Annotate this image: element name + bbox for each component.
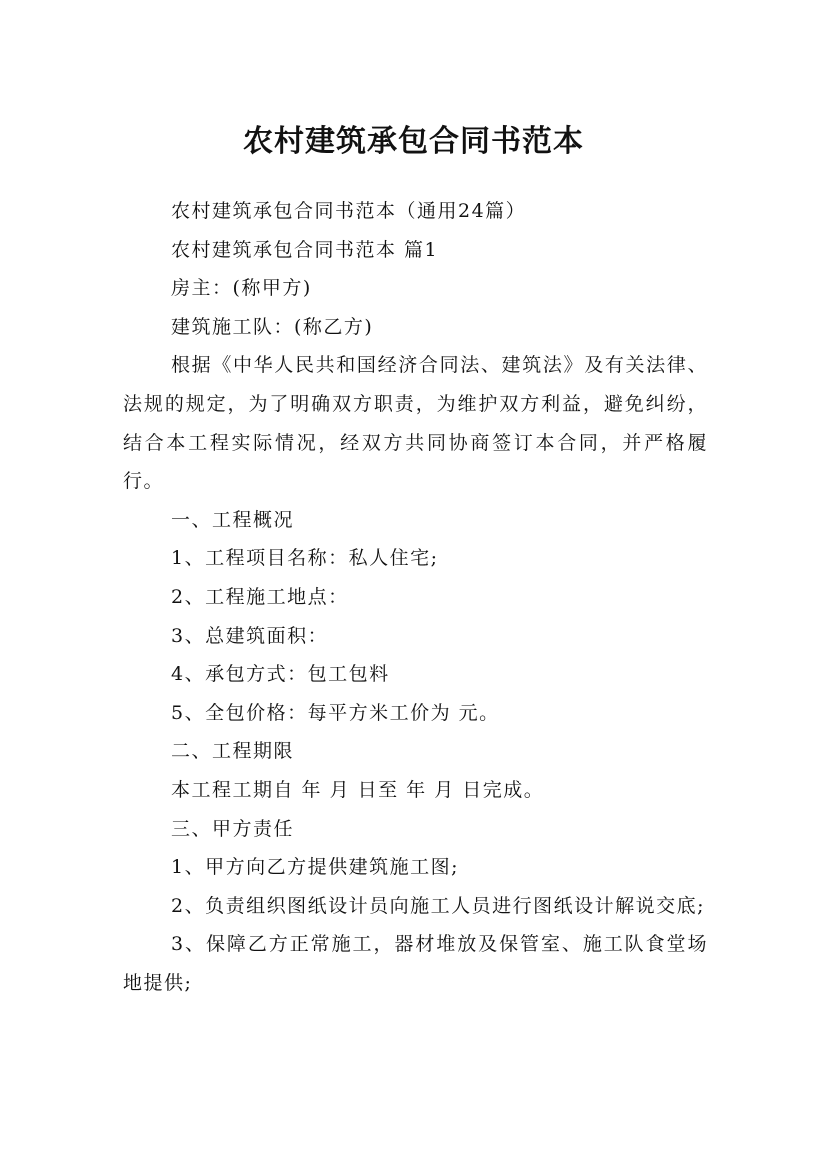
- paragraph: 2、负责组织图纸设计员向施工人员进行图纸设计解说交底;: [171, 894, 705, 917]
- paragraph: 本工程工期自 年 月 日至 年 月 日完成。: [171, 778, 545, 801]
- paragraph: 二、工程期限: [171, 740, 295, 763]
- paragraph: 4、承包方式：包工包料: [171, 663, 390, 686]
- paragraph: 三、甲方责任: [171, 817, 295, 840]
- paragraph: 3、保障乙方正常施工，器材堆放及保管室、施工队食堂场地提供;: [123, 933, 708, 994]
- paragraph: 农村建筑承包合同书范本（通用24篇）: [171, 200, 527, 222]
- paragraph: 农村建筑承包合同书范本 篇1: [171, 238, 439, 261]
- document-title: 农村建筑承包合同书范本: [243, 124, 584, 160]
- paragraph: 建筑施工队：(称乙方): [171, 315, 374, 338]
- paragraph: 房主：(称甲方): [171, 277, 312, 300]
- paragraph: 1、工程项目名称：私人住宅;: [171, 547, 439, 570]
- paragraph: 5、全包价格：每平方米工价为 元。: [171, 701, 500, 724]
- paragraph: 3、总建筑面积：: [171, 624, 329, 647]
- paragraph: 根据《中华人民共和国经济合同法、建筑法》及有关法律、法规的规定，为了明确双方职责，为维护双方利益，避免纠纷，结合本工程实际情况，经双方共同协商签订本合同，并严格履行。: [123, 354, 708, 493]
- paragraph: 2、工程施工地点：: [171, 585, 349, 608]
- document-body: [123, 192, 708, 1002]
- paragraph: 1、甲方向乙方提供建筑施工图;: [171, 856, 459, 879]
- paragraph: 一、工程概况: [171, 508, 295, 531]
